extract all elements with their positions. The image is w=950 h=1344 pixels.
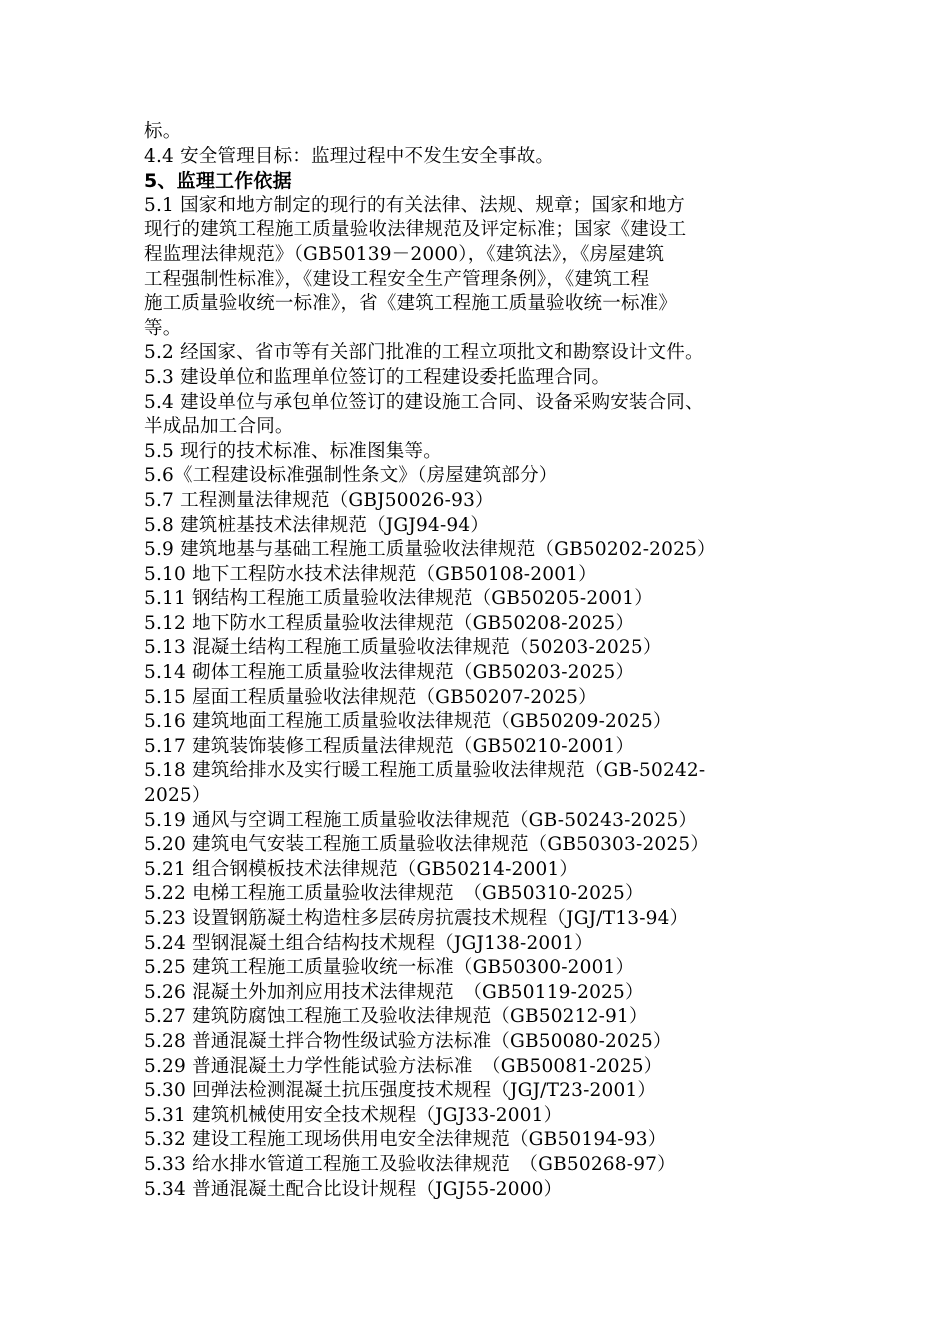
text-line: 5.26 混凝土外加剂应用技术法律规范 （GB50119-2025） [144,981,644,1003]
text-line: 5.13 混凝土结构工程施工质量验收法律规范（50203-2025） [144,637,662,659]
text-line: 5.7 工程测量法律规范（GBJ50026-93） [144,489,494,511]
text-line: 标。 [144,121,182,142]
text-line: 5.20 建筑电气安装工程施工质量验收法律规范（GB50303-2025） [144,834,710,856]
text-line: 现行的建筑工程施工质量验收法律规范及评定标准；国家《建设工 [144,219,687,241]
document-page [144,120,814,1202]
text-line: 4.4 安全管理目标：监理过程中不发生安全事故。 [144,145,555,167]
text-line: 5.25 建筑工程施工质量验收统一标准（GB50300-2001） [144,957,635,979]
text-line: 施工质量验收统一标准》，省《建筑工程施工质量验收统一标准》 [144,293,678,315]
text-line: 5.32 建设工程施工现场供用电安全法律规范（GB50194-93） [144,1129,667,1151]
text-line: 5.5 现行的技术标准、标准图集等。 [144,440,442,462]
text-line: 5.11 钢结构工程施工质量验收法律规范（GB50205-2001） [144,588,653,610]
text-line: 5.3 建设单位和监理单位签订的工程建设委托监理合同。 [144,366,611,388]
text-line: 5.16 建筑地面工程施工质量验收法律规范（GB50209-2025） [144,711,672,733]
text-line: 5.28 普通混凝土拌合物性级试验方法标准（GB50080-2025） [144,1030,672,1052]
text-line: 工程强制性标准》，《建设工程安全生产管理条例》，《建筑工程 [144,268,650,290]
text-line: 5.30 回弹法检测混凝土抗压强度技术规程（JGJ/T23-2001） [144,1080,657,1102]
text-line: 5.17 建筑装饰装修工程质量法律规范（GB50210-2001） [144,735,635,757]
text-line: 5.2 经国家、省市等有关部门批准的工程立项批文和勘察设计文件。 [144,342,704,364]
text-line: 2025） [144,785,211,807]
text-line: 5.31 建筑机械使用安全技术规程（JGJ33-2001） [144,1104,563,1126]
text-line: 5.10 地下工程防水技术法律规范（GB50108-2001） [144,563,597,585]
text-line: 5.21 组合钢模板技术法律规范（GB50214-2001） [144,858,579,880]
text-line: 5.4 建设单位与承包单位签订的建设施工合同、设备采购安装合同、 [144,391,704,413]
text-line: 5.24 型钢混凝土组合结构技术规程（JGJ138-2001） [144,932,594,954]
text-line: 5.34 普通混凝土配合比设计规程（JGJ55-2000） [144,1178,563,1200]
text-line: 5.9 建筑地基与基础工程施工质量验收法律规范（GB50202-2025） [144,539,716,561]
text-line: 5.29 普通混凝土力学性能试验方法标准 （GB50081-2025） [144,1055,663,1077]
body-text [144,194,814,1202]
text-line: 5.14 砌体工程施工质量验收法律规范（GB50203-2025） [144,662,635,684]
text-line: 5.18 建筑给排水及实行暖工程施工质量验收法律规范（GB-50242- [144,760,706,782]
text-line: 5.15 屋面工程质量验收法律规范（GB50207-2025） [144,686,597,708]
text-line: 5.27 建筑防腐蚀工程施工及验收法律规范（GB50212-91） [144,1006,648,1028]
text-line: 5.8 建筑桩基技术法律规范（JGJ94-94） [144,514,490,536]
text-line: 5.6《工程建设标准强制性条文》（房屋建筑部分） [144,465,558,487]
section-heading: 5、监理工作依据 [144,170,292,193]
text-line: 等。 [144,317,182,339]
text-line: 半成品加工合同。 [144,416,294,438]
text-line: 5.23 设置钢筋凝土构造柱多层砖房抗震技术规程（JGJ/T13-94） [144,908,689,929]
text-line: 程监理法律规范》（GB50139－2000），《建筑法》，《房屋建筑 [144,243,665,265]
text-line: 5.33 给水排水管道工程施工及验收法律规范 （GB50268-97） [144,1153,676,1175]
text-line: 5.1 国家和地方制定的现行的有关法律、法规、规章；国家和地方 [144,194,686,216]
text-line: 5.22 电梯工程施工质量验收法律规范 （GB50310-2025） [144,883,644,905]
text-line: 5.19 通风与空调工程施工质量验收法律规范（GB-50243-2025） [144,809,698,831]
text-line: 5.12 地下防水工程质量验收法律规范（GB50208-2025） [144,612,635,634]
